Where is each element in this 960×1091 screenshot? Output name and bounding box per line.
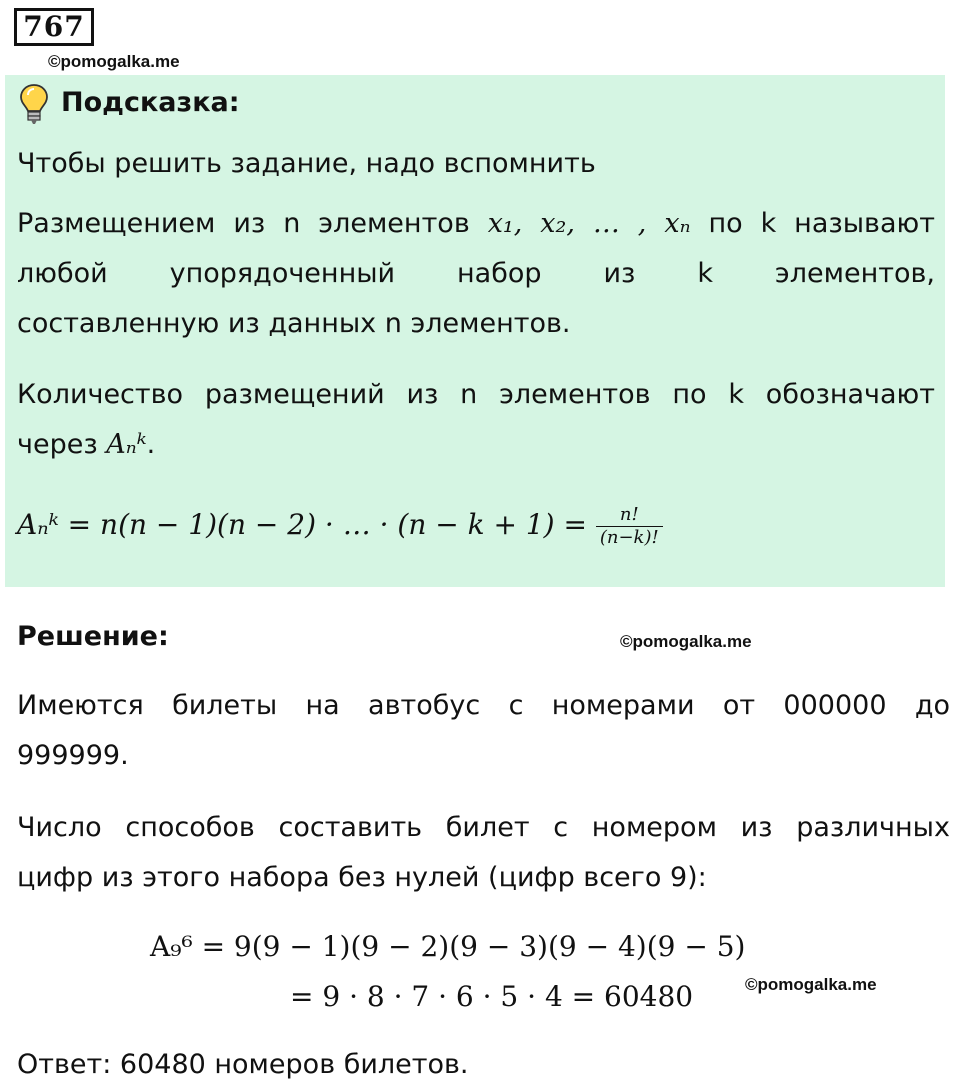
count-line-2: через Aₙᵏ.: [17, 429, 156, 460]
solution-paragraph-1-line-2: 999999.: [17, 740, 129, 771]
definition-variables: x₁, x₂, … , xₙ: [487, 208, 691, 239]
solution-paragraph-1-line-1: Имеются билеты на автобус с номерами от 000000 до: [17, 690, 951, 721]
watermark-bottom: ©pomogalka.me: [745, 975, 877, 994]
formula-fraction: $\frac{n!}{(n-k)!}$: [596, 504, 663, 549]
solution-paragraph-2-line-2: цифр из этого набора без нулей (цифр всего 9):: [17, 862, 707, 893]
solution-title: Решение:: [17, 621, 169, 652]
equation-line-2: = 9 · 8 · 7 · 6 · 5 · 4 = 60480: [290, 980, 694, 1013]
hint-intro: Чтобы решить задание, надо вспомнить: [17, 148, 596, 179]
definition-line-1: Размещением из n элементов x₁, x₂, … , xₙ по k называют: [17, 208, 935, 239]
hint-box: [5, 75, 945, 587]
lightbulb-icon: [19, 83, 49, 125]
count-line-1: Количество размещений из n элементов по k обозначают: [17, 379, 935, 410]
watermark-top: ©pomogalka.me: [48, 52, 180, 71]
hint-title: Подсказка:: [61, 87, 240, 118]
answer: Ответ: 60480 номеров билетов.: [17, 1049, 469, 1080]
definition-line-2: любой упорядоченный набор из k элементов,: [17, 258, 935, 289]
solution-paragraph-2-line-1: Число способов составить билет с номером из различных: [17, 812, 950, 843]
watermark-middle: ©pomogalka.me: [620, 632, 752, 651]
count-symbol: Aₙᵏ: [106, 429, 147, 460]
equation-line-1: A₉⁶ = 9(9 − 1)(9 − 2)(9 − 3)(9 − 4)(9 − 5): [150, 930, 746, 963]
task-number: 767: [14, 8, 94, 46]
definition-line-3: составленную из данных n элементов.: [17, 308, 571, 339]
placement-formula: Aₙᵏ = n(n − 1)(n − 2) · … · (n − k + 1) = $\frac{n!}{(n-k)!}$: [17, 500, 663, 550]
